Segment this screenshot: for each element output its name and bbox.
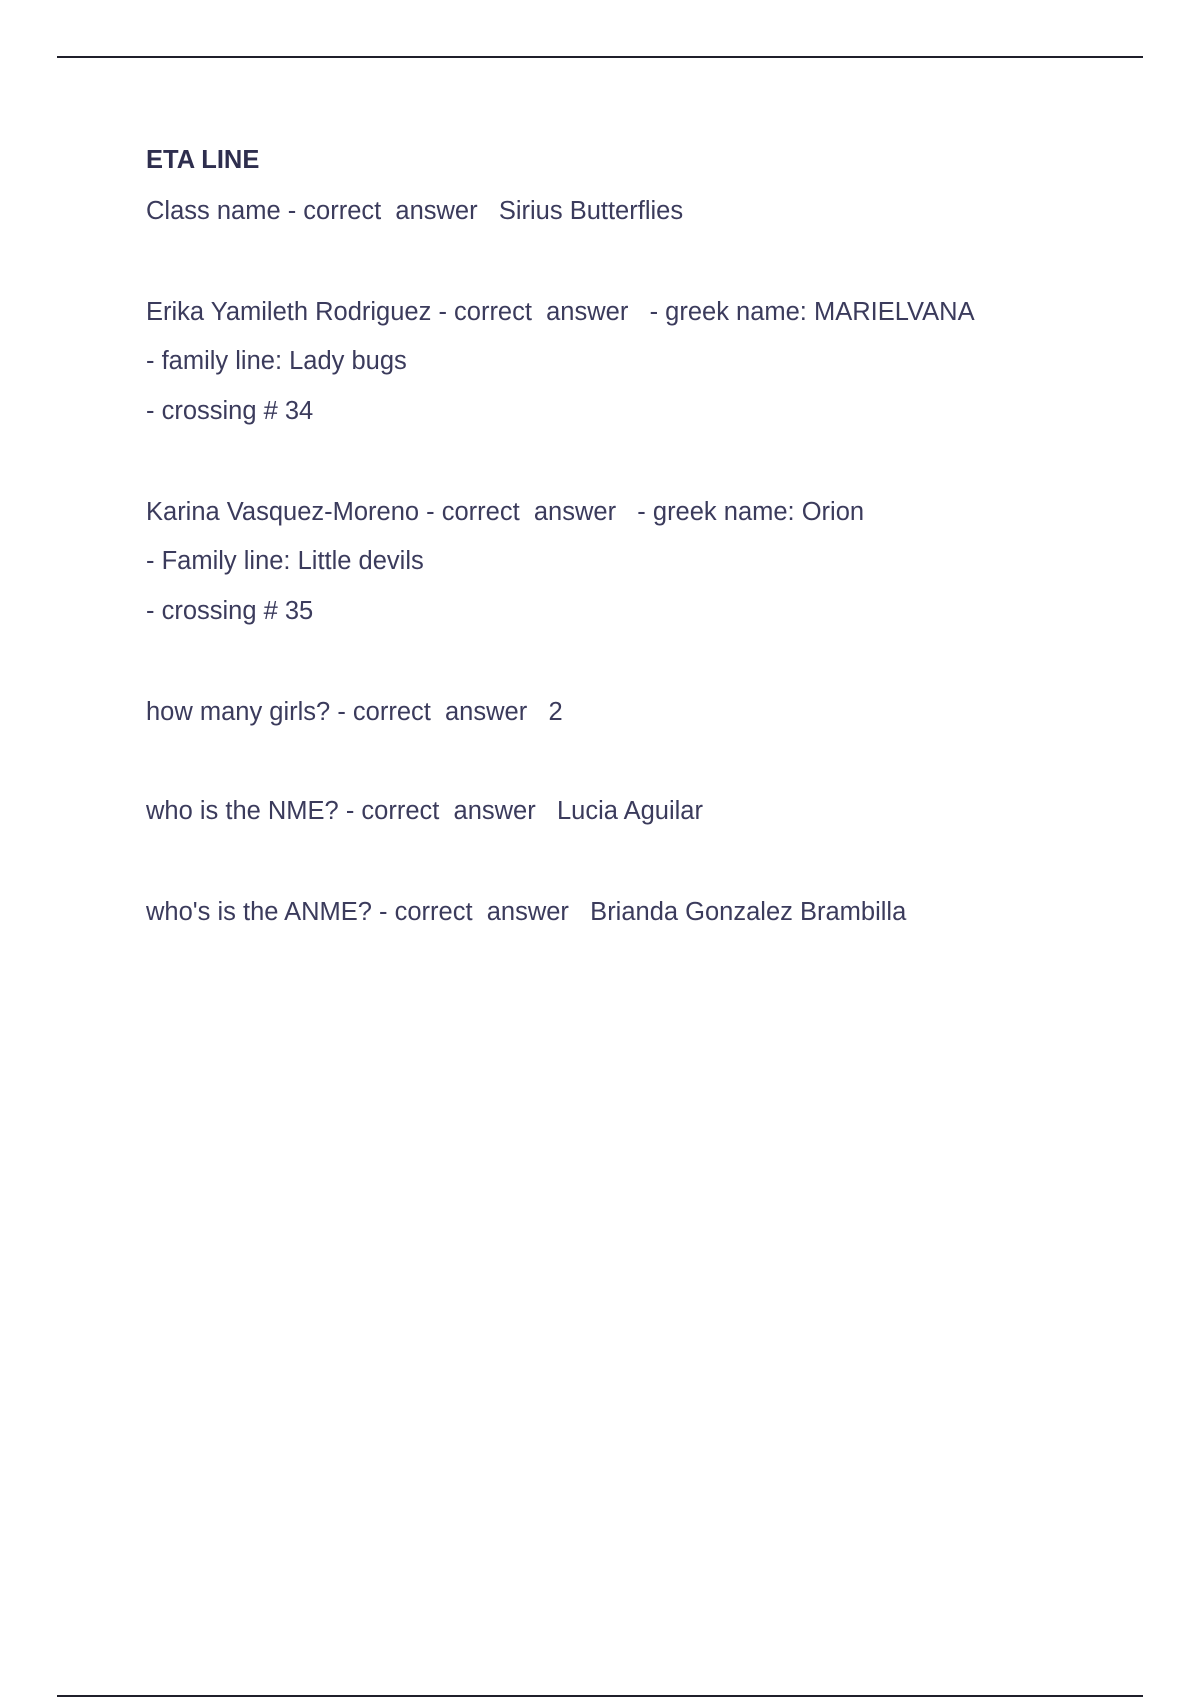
qa-nme: who is the NME? - correct answer Lucia Aguilar: [146, 797, 703, 825]
bottom-rule: [57, 1695, 1143, 1697]
document-title: ETA LINE: [146, 146, 260, 174]
member-2-crossing: - crossing # 35: [146, 597, 314, 625]
qa-member-2: Karina Vasquez-Moreno - correct answer - greek name: Orion: [146, 498, 865, 526]
member-1-crossing: - crossing # 34: [146, 397, 314, 425]
top-rule: [57, 56, 1143, 58]
qa-member-1: Erika Yamileth Rodriguez - correct answer - greek name: MARIELVANA: [146, 298, 975, 326]
qa-how-many-girls: how many girls? - correct answer 2: [146, 698, 563, 726]
member-2-family-line: - Family line: Little devils: [146, 547, 424, 575]
qa-anme: who's is the ANME? - correct answer Brianda Gonzalez Brambilla: [146, 898, 907, 926]
qa-class-name: Class name - correct answer Sirius Butterflies: [146, 197, 684, 225]
member-1-family-line: - family line: Lady bugs: [146, 347, 407, 375]
